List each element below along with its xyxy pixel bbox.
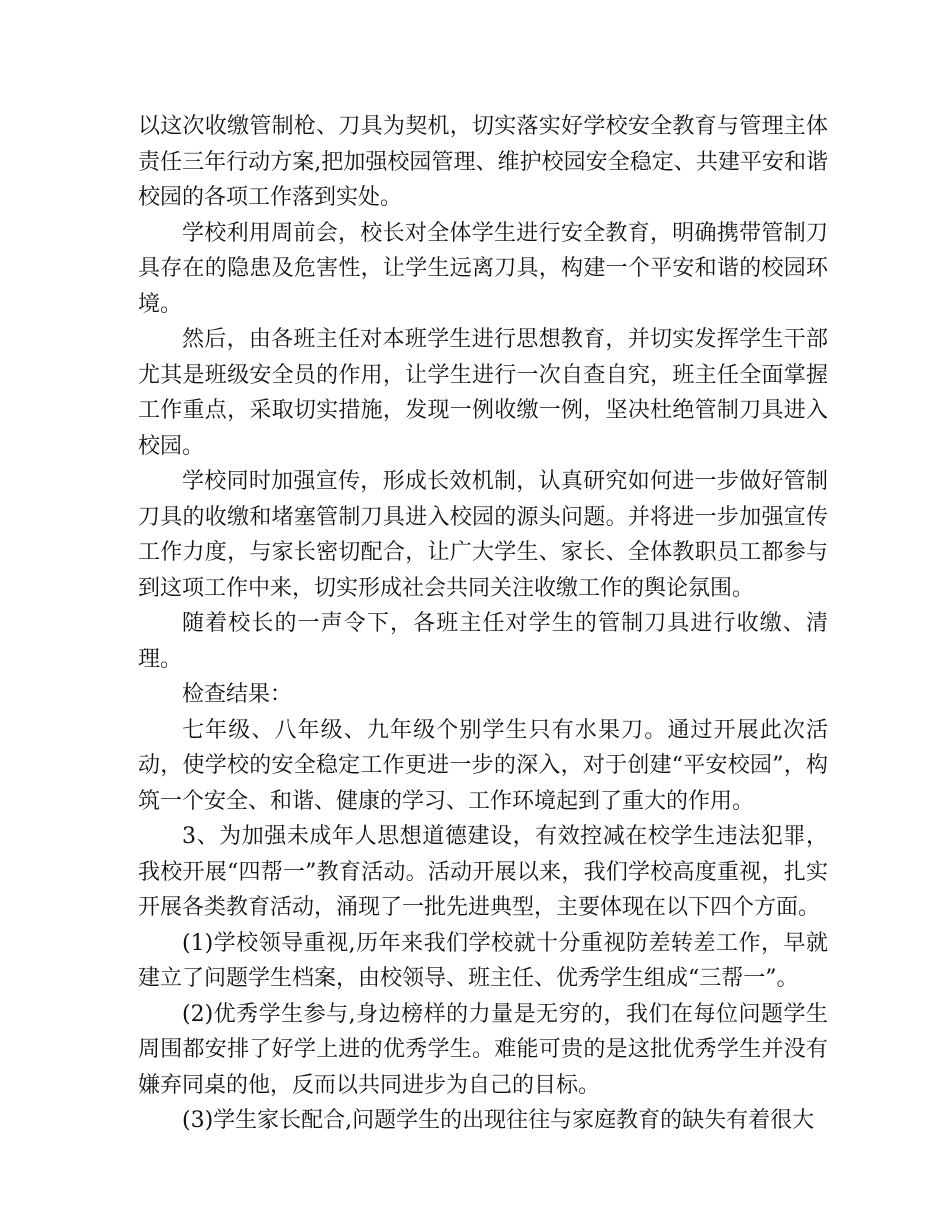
paragraph: 3、为加强未成年人思想道德建设，有效控减在校学生违法犯罪，我校开展“四帮一”教育活动。活动开展以来，我们学校高度重视，扎实开展各类教育活动，涌现了一批先进典型，主要体现在以下四个方面。 <box>138 824 828 920</box>
paragraph: (2)优秀学生参与,身边榜样的力量是无穷的，我们在每位问题学生周围都安排了好学上进的优秀学生。难能可贵的是这批优秀学生并没有嫌弃同桌的他，反而以共同进步为自己的目标。 <box>138 1001 828 1098</box>
paragraph: 随着校长的一声令下，各班主任对学生的管制刀具进行收缴、清理。 <box>138 611 828 672</box>
paragraph: (3)学生家长配合,问题学生的出现往往与家庭教育的缺失有着很大 <box>182 1108 815 1133</box>
document-body <box>138 109 828 1139</box>
paragraph: 学校同时加强宣传，形成长效机制，认真研究如何进一步做好管制刀具的收缴和堵塞管制刀具进入校园的源头问题。并将进一步加强宣传工作力度，与家长密切配合，让广大学生、家长、全体教职员工都参与到这项工作中来，切实形成社会共同关注收缴工作的舆论氛围。 <box>138 469 828 601</box>
paragraph: 然后，由各班主任对本班学生进行思想教育，并切实发挥学生干部尤其是班级安全员的作用，让学生进行一次自查自究，班主任全面掌握工作重点，采取切实措施，发现一例收缴一例，坚决杜绝管制刀具进入校园。 <box>138 327 828 459</box>
paragraph: 以这次收缴管制枪、刀具为契机，切实落实好学校安全教育与管理主体责任三年行动方案,把加强校园管理、维护校园安全稳定、共建平安和谐校园的各项工作落到实处。 <box>138 114 828 210</box>
paragraph: 学校利用周前会，校长对全体学生进行安全教育，明确携带管制刀具存在的隐患及危害性，让学生远离刀具，构建一个平安和谐的校园环境。 <box>138 220 828 317</box>
paragraph: 七年级、八年级、九年级个别学生只有水果刀。通过开展此次活动，使学校的安全稳定工作更进一步的深入，对于创建“平安校园”，构筑一个安全、和谐、健康的学习、工作环境起到了重大的作用。 <box>138 717 828 814</box>
paragraph: 检查结果： <box>182 682 293 707</box>
paragraph: (1)学校领导重视,历年来我们学校就十分重视防差转差工作，早就建立了问题学生档案，由校领导、班主任、优秀学生组成“三帮一”。 <box>138 930 828 991</box>
